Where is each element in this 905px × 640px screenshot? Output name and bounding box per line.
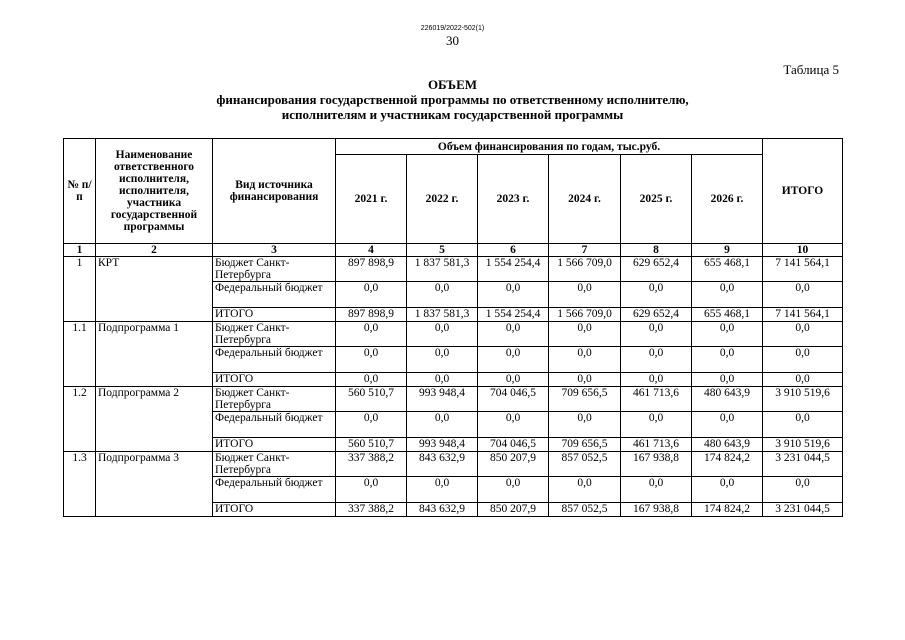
total-value: 7 141 564,1: [763, 257, 843, 282]
funding-source: Бюджет Санкт-Петербурга: [213, 452, 336, 477]
year-value: 0,0: [407, 282, 478, 308]
funding-source: ИТОГО: [213, 438, 336, 452]
header-year: 2022 г.: [407, 155, 478, 244]
year-value: 0,0: [407, 373, 478, 387]
total-value: 0,0: [763, 373, 843, 387]
year-value: 337 388,2: [336, 503, 407, 517]
header-year: 2024 г.: [549, 155, 621, 244]
year-value: 0,0: [336, 477, 407, 503]
year-value: 629 652,4: [621, 257, 692, 282]
header-volume: Объем финансирования по годам, тыс.руб.: [336, 139, 763, 155]
row-number: 1.3: [64, 452, 96, 517]
year-value: 0,0: [549, 412, 621, 438]
year-value: 0,0: [621, 373, 692, 387]
header-total: ИТОГО: [763, 139, 843, 244]
column-number: 5: [407, 244, 478, 257]
year-value: 0,0: [336, 322, 407, 347]
year-value: 0,0: [336, 282, 407, 308]
year-value: 709 656,5: [549, 438, 621, 452]
total-value: 3 910 519,6: [763, 438, 843, 452]
total-value: 3 231 044,5: [763, 452, 843, 477]
year-value: 0,0: [621, 412, 692, 438]
year-value: 1 566 709,0: [549, 308, 621, 322]
year-value: 1 554 254,4: [478, 257, 549, 282]
heading-title: ОБЪЕМ: [427, 77, 478, 92]
header-year: 2025 г.: [621, 155, 692, 244]
table-row: [64, 322, 843, 347]
funding-source: Федеральный бюджет: [213, 347, 336, 373]
year-value: 0,0: [549, 373, 621, 387]
column-number: 2: [96, 244, 213, 257]
table-row: [64, 452, 843, 477]
year-value: 897 898,9: [336, 257, 407, 282]
year-value: 480 643,9: [692, 387, 763, 412]
year-value: 0,0: [621, 477, 692, 503]
year-value: 337 388,2: [336, 452, 407, 477]
header-source: Вид источника финансирования: [213, 139, 336, 244]
year-value: 857 052,5: [549, 503, 621, 517]
column-number: 9: [692, 244, 763, 257]
page-number: 30: [446, 33, 459, 48]
year-value: 0,0: [336, 347, 407, 373]
column-number: 6: [478, 244, 549, 257]
header-num: № п/п: [64, 139, 96, 244]
year-value: 0,0: [692, 282, 763, 308]
table-header: [64, 139, 843, 257]
program-name: Подпрограмма 3: [96, 452, 213, 517]
funding-source: Федеральный бюджет: [213, 477, 336, 503]
total-value: 0,0: [763, 282, 843, 308]
year-value: 480 643,9: [692, 438, 763, 452]
year-value: 0,0: [407, 477, 478, 503]
column-number: 3: [213, 244, 336, 257]
year-value: 704 046,5: [478, 438, 549, 452]
year-value: 560 510,7: [336, 438, 407, 452]
year-value: 167 938,8: [621, 503, 692, 517]
total-value: 0,0: [763, 412, 843, 438]
year-value: 0,0: [336, 373, 407, 387]
year-value: 655 468,1: [692, 308, 763, 322]
year-value: 0,0: [549, 347, 621, 373]
heading-subtitle-line2: исполнителям и участникам государственной программы: [281, 107, 624, 122]
year-value: 709 656,5: [549, 387, 621, 412]
program-name: Подпрограмма 2: [96, 387, 213, 452]
total-value: 3 910 519,6: [763, 387, 843, 412]
year-value: 1 837 581,3: [407, 308, 478, 322]
year-value: 0,0: [478, 347, 549, 373]
year-value: 0,0: [407, 347, 478, 373]
table-row: [64, 257, 843, 282]
heading-subtitle-line1: финансирования государственной программы по ответственному исполнителю,: [216, 92, 689, 107]
year-value: 0,0: [692, 347, 763, 373]
column-number: 8: [621, 244, 692, 257]
year-value: 0,0: [621, 322, 692, 347]
year-value: 0,0: [549, 322, 621, 347]
program-name: Подпрограмма 1: [96, 322, 213, 387]
financing-table: [63, 138, 843, 517]
year-value: 0,0: [478, 282, 549, 308]
funding-source: Бюджет Санкт-Петербурга: [213, 387, 336, 412]
funding-source: Федеральный бюджет: [213, 282, 336, 308]
year-value: 0,0: [478, 412, 549, 438]
funding-source: ИТОГО: [213, 373, 336, 387]
funding-source: Бюджет Санкт-Петербурга: [213, 257, 336, 282]
year-value: 0,0: [407, 412, 478, 438]
year-value: 0,0: [336, 412, 407, 438]
year-value: 1 837 581,3: [407, 257, 478, 282]
year-value: 843 632,9: [407, 503, 478, 517]
column-number: 10: [763, 244, 843, 257]
year-value: 857 052,5: [549, 452, 621, 477]
row-number: 1.1: [64, 322, 96, 387]
header-year: 2023 г.: [478, 155, 549, 244]
year-value: 461 713,6: [621, 387, 692, 412]
header-name: Наименование ответственного исполнителя, исполнителя, участника государственной программы: [96, 139, 213, 244]
table-label: Таблица 5: [783, 62, 839, 77]
year-value: 1 554 254,4: [478, 308, 549, 322]
year-value: 0,0: [549, 282, 621, 308]
year-value: 655 468,1: [692, 257, 763, 282]
year-value: 993 948,4: [407, 438, 478, 452]
total-value: 7 141 564,1: [763, 308, 843, 322]
year-value: 167 938,8: [621, 452, 692, 477]
funding-source: ИТОГО: [213, 308, 336, 322]
year-value: 0,0: [621, 347, 692, 373]
year-value: 0,0: [692, 322, 763, 347]
document-id: 226019/2022-502(1): [420, 25, 485, 32]
year-value: 174 824,2: [692, 452, 763, 477]
year-value: 0,0: [478, 373, 549, 387]
column-number: 7: [549, 244, 621, 257]
year-value: 993 948,4: [407, 387, 478, 412]
year-value: 0,0: [621, 282, 692, 308]
year-value: 704 046,5: [478, 387, 549, 412]
table-row: [64, 387, 843, 412]
year-value: 629 652,4: [621, 308, 692, 322]
header-year: 2021 г.: [336, 155, 407, 244]
funding-source: Бюджет Санкт-Петербурга: [213, 322, 336, 347]
year-value: 0,0: [692, 477, 763, 503]
year-value: 0,0: [478, 322, 549, 347]
row-number: 1.2: [64, 387, 96, 452]
document-heading: [0, 77, 905, 122]
year-value: 0,0: [692, 412, 763, 438]
year-value: 850 207,9: [478, 452, 549, 477]
table-body: [64, 257, 843, 517]
total-value: 3 231 044,5: [763, 503, 843, 517]
year-value: 843 632,9: [407, 452, 478, 477]
header-year: 2026 г.: [692, 155, 763, 244]
year-value: 560 510,7: [336, 387, 407, 412]
year-value: 0,0: [407, 322, 478, 347]
year-value: 1 566 709,0: [549, 257, 621, 282]
year-value: 461 713,6: [621, 438, 692, 452]
column-number: 4: [336, 244, 407, 257]
year-value: 850 207,9: [478, 503, 549, 517]
column-number: 1: [64, 244, 96, 257]
year-value: 0,0: [692, 373, 763, 387]
funding-source: ИТОГО: [213, 503, 336, 517]
funding-source: Федеральный бюджет: [213, 412, 336, 438]
total-value: 0,0: [763, 322, 843, 347]
total-value: 0,0: [763, 477, 843, 503]
year-value: 0,0: [478, 477, 549, 503]
year-value: 897 898,9: [336, 308, 407, 322]
year-value: 0,0: [549, 477, 621, 503]
row-number: 1: [64, 257, 96, 322]
year-value: 174 824,2: [692, 503, 763, 517]
total-value: 0,0: [763, 347, 843, 373]
program-name: КРТ: [96, 257, 213, 322]
